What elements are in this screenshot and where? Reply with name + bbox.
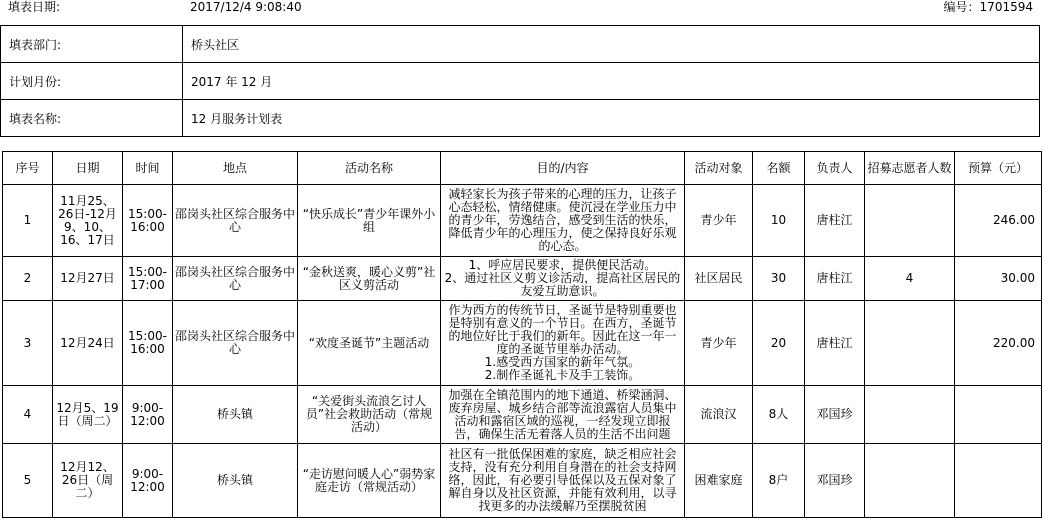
col-header-owner: 负责人 bbox=[805, 152, 865, 185]
row-budget bbox=[955, 444, 1042, 518]
form-info-table bbox=[0, 25, 1040, 137]
plan-month-value: 2017 年 12 月 bbox=[183, 63, 1040, 100]
row-target: 困难家庭 bbox=[685, 444, 753, 518]
col-header-volunteers: 招募志愿者人数 bbox=[865, 152, 955, 185]
row-volunteers bbox=[865, 386, 955, 444]
row-volunteers bbox=[865, 185, 955, 257]
form-header bbox=[0, 0, 1043, 16]
info-row bbox=[1, 63, 1040, 100]
header-row bbox=[3, 152, 1042, 185]
col-header-budget: 预算（元） bbox=[955, 152, 1042, 185]
row-activity: “走访慰问暖人心”弱势家庭走访（常规活动） bbox=[298, 444, 441, 518]
row-place: 邵岗头社区综合服务中心 bbox=[173, 257, 298, 301]
info-row bbox=[1, 100, 1040, 137]
table-row bbox=[3, 444, 1042, 518]
row-activity: “快乐成长”青少年课外小组 bbox=[298, 185, 441, 257]
service-plan-table bbox=[2, 151, 1042, 518]
row-volunteers bbox=[865, 301, 955, 386]
row-quota: 20 bbox=[753, 301, 805, 386]
table-row bbox=[3, 301, 1042, 386]
row-purpose: 减轻家长为孩子带来的心理的压力，让孩子心态轻松，情绪健康。使沉浸在学业压力中的青少年，劳逸结合，感受到生活的快乐，降低青少年的心理压力，使之保持良好乐观的心态。 bbox=[441, 185, 685, 257]
row-volunteers bbox=[865, 444, 955, 518]
row-place: 邵岗头社区综合服务中心 bbox=[173, 185, 298, 257]
row-no: 4 bbox=[3, 386, 53, 444]
row-no: 2 bbox=[3, 257, 53, 301]
row-target: 青少年 bbox=[685, 185, 753, 257]
row-volunteers: 4 bbox=[865, 257, 955, 301]
table-row bbox=[3, 185, 1042, 257]
row-no: 5 bbox=[3, 444, 53, 518]
row-date: 12月27日 bbox=[53, 257, 123, 301]
row-target: 流浪汉 bbox=[685, 386, 753, 444]
row-budget: 220.00 bbox=[955, 301, 1042, 386]
row-owner: 邓国珍 bbox=[805, 444, 865, 518]
row-purpose: 1、呼应居民要求，提供便民活动。 2、通过社区义剪义诊活动，提高社区居民的友爱互助意识。 bbox=[441, 257, 685, 301]
col-header-activity: 活动名称 bbox=[298, 152, 441, 185]
row-purpose: 社区有一批低保困难的家庭，缺乏相应社会支持，没有充分利用自身潜在的社会支持网络，因此，有必要引导低保以及五保对象了解自身以及社区资源，并能有效利用，以寻找更多的办法缓解乃至摆脱贫困 bbox=[441, 444, 685, 518]
row-activity: “欢度圣诞节”主题活动 bbox=[298, 301, 441, 386]
row-place: 桥头镇 bbox=[173, 386, 298, 444]
fill-date-label: 填表日期: bbox=[8, 0, 61, 14]
col-header-date: 日期 bbox=[53, 152, 123, 185]
form-name-label: 填表名称: bbox=[1, 100, 183, 137]
row-time: 15:00-16:00 bbox=[123, 185, 173, 257]
info-row bbox=[1, 26, 1040, 63]
row-date: 12月12、26日（周二） bbox=[53, 444, 123, 518]
col-header-target: 活动对象 bbox=[685, 152, 753, 185]
row-no: 1 bbox=[3, 185, 53, 257]
col-header-time: 时间 bbox=[123, 152, 173, 185]
row-owner: 唐柱江 bbox=[805, 185, 865, 257]
row-owner: 唐柱江 bbox=[805, 301, 865, 386]
table-row bbox=[3, 386, 1042, 444]
col-header-purpose: 目的/内容 bbox=[441, 152, 685, 185]
row-place: 邵岗头社区综合服务中心 bbox=[173, 301, 298, 386]
col-header-no: 序号 bbox=[3, 152, 53, 185]
col-header-quota: 名额 bbox=[753, 152, 805, 185]
form-name-value: 12 月服务计划表 bbox=[183, 100, 1040, 137]
department-label: 填表部门: bbox=[1, 26, 183, 63]
row-place: 桥头镇 bbox=[173, 444, 298, 518]
form-number: 编号：1701594 bbox=[943, 0, 1033, 14]
row-owner: 唐柱江 bbox=[805, 257, 865, 301]
row-no: 3 bbox=[3, 301, 53, 386]
row-date: 12月5、19日（周二） bbox=[53, 386, 123, 444]
col-header-place: 地点 bbox=[173, 152, 298, 185]
row-quota: 10 bbox=[753, 185, 805, 257]
row-date: 11月25、26日-12月9、10、16、17日 bbox=[53, 185, 123, 257]
row-time: 15:00-17:00 bbox=[123, 257, 173, 301]
row-budget: 30.00 bbox=[955, 257, 1042, 301]
fill-date-value: 2017/12/4 9:08:40 bbox=[190, 0, 302, 14]
row-owner: 邓国珍 bbox=[805, 386, 865, 444]
row-date: 12月24日 bbox=[53, 301, 123, 386]
row-time: 9:00-12:00 bbox=[123, 386, 173, 444]
row-target: 社区居民 bbox=[685, 257, 753, 301]
table-row bbox=[3, 257, 1042, 301]
department-value: 桥头社区 bbox=[183, 26, 1040, 63]
row-purpose: 加强在全镇范围内的地下通道、桥梁涵洞、废弃房屋、城乡结合部等流浪露宿人员集中活动和露宿区域的巡视，一经发现立即报告，确保生活无着落人员的生活不出问题 bbox=[441, 386, 685, 444]
row-budget bbox=[955, 386, 1042, 444]
row-activity: “关爱街头流浪乞讨人员”社会救助活动（常规活动） bbox=[298, 386, 441, 444]
row-time: 9:00-12:00 bbox=[123, 444, 173, 518]
row-time: 15:00-16:00 bbox=[123, 301, 173, 386]
row-quota: 30 bbox=[753, 257, 805, 301]
row-budget: 246.00 bbox=[955, 185, 1042, 257]
row-quota: 8户 bbox=[753, 444, 805, 518]
row-quota: 8人 bbox=[753, 386, 805, 444]
plan-month-label: 计划月份: bbox=[1, 63, 183, 100]
row-purpose: 作为西方的传统节日，圣诞节是特别重要也是特别有意义的一个节日。在西方，圣诞节的地位好比于我们的新年。因此在这一年一度的圣诞节里举办活动。 1.感受西方国家的新年气氛。 2.制作圣诞礼卡及手工装饰。 bbox=[441, 301, 685, 386]
row-activity: “金秋送爽，暖心义剪”社区义剪活动 bbox=[298, 257, 441, 301]
row-target: 青少年 bbox=[685, 301, 753, 386]
